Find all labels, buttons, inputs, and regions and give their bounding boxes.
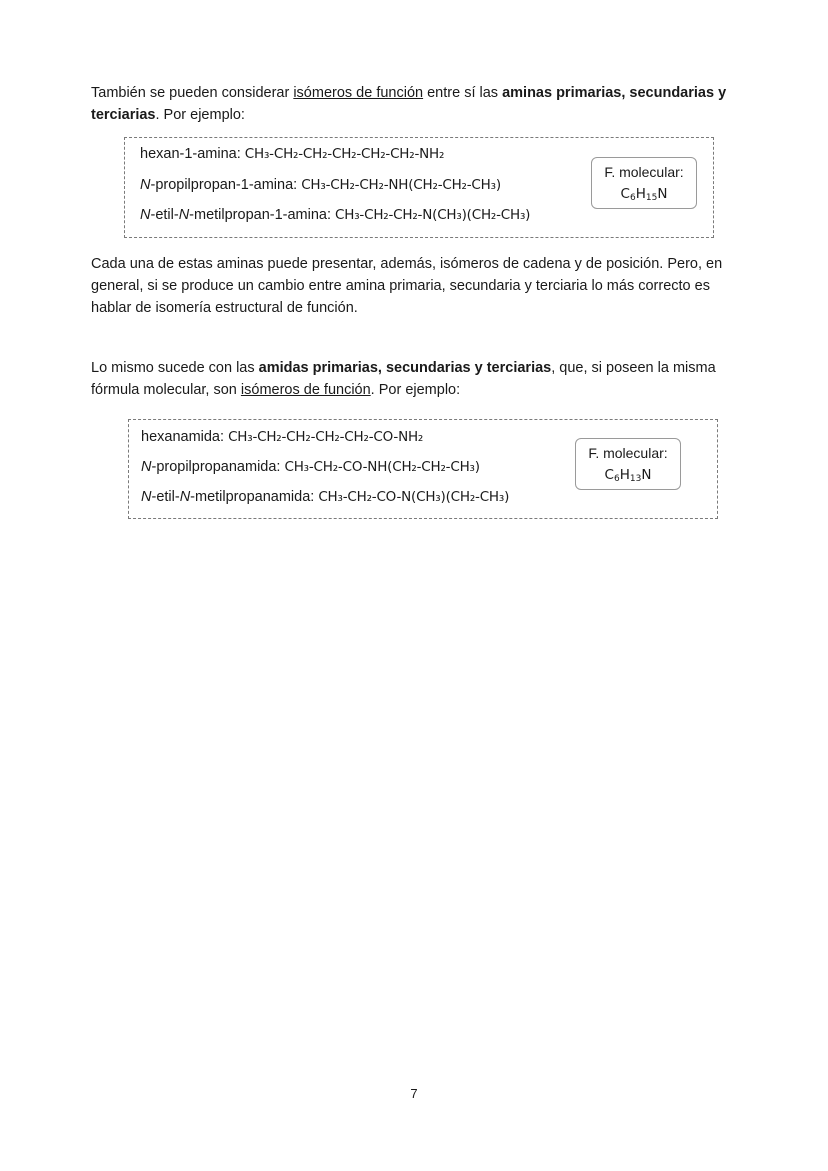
example-line: N-etil-N-metilpropanamida: CH₃-CH₂-CO-N(CH₃)(CH₂-CH₃) (141, 489, 510, 505)
molecular-formula-label: F. molecular: (604, 164, 684, 180)
molecular-formula-box (575, 438, 681, 490)
text: entre sí las (423, 85, 503, 101)
formula: CH₃-CH₂-CH₂-CH₂-CH₂-CO-NH₂ (228, 429, 424, 445)
amines-example-box (124, 137, 714, 238)
underlined-term: isómeros de función (240, 382, 371, 398)
bold-term: amidas primarias, secundarias y terciarias (258, 360, 552, 376)
underlined-term: isómeros de función (293, 85, 424, 101)
bold-term: aminas primarias, secundarias y terciarias (91, 85, 727, 123)
text: , que, si poseen la misma fórmula molecular, son (91, 360, 716, 398)
page-number: 7 (410, 1086, 418, 1101)
paragraph-amines-isomerism: Cada una de estas aminas puede presentar, además, isómeros de cadena y de posición. Pero, en general, si se produce un cambio entre amina primaria, secundaria y terciaria lo más correcto es hablar de isomería estructural de función. (91, 256, 723, 316)
formula: CH₃-CH₂-CH₂-NH(CH₂-CH₂-CH₃) (301, 177, 501, 193)
molecular-formula: $C_6H_{15}N$ (620, 186, 668, 203)
example-line: hexanamida: CH₃-CH₂-CH₂-CH₂-CH₂-CO-NH₂ (141, 429, 424, 445)
text: . Por ejemplo: (370, 382, 461, 398)
paragraph-amides-intro (91, 357, 739, 401)
example-line: N-propilpropan-1-amina: CH₃-CH₂-CH₂-NH(CH₂-CH₂-CH₃) (140, 177, 501, 193)
molecular-formula: $C_6H_{13}N$ (604, 467, 652, 484)
text: . Por ejemplo: (155, 107, 245, 123)
formula: CH₃-CH₂-CO-NH(CH₂-CH₂-CH₃) (284, 459, 480, 475)
amides-example-box (128, 419, 718, 519)
formula: CH₃-CH₂-CH₂-N(CH₃)(CH₂-CH₃) (335, 207, 531, 223)
paragraph-amines-intro (91, 82, 739, 126)
text: Lo mismo sucede con las (91, 360, 259, 376)
example-line: hexan-1-amina: CH₃-CH₂-CH₂-CH₂-CH₂-CH₂-NH₂ (140, 146, 445, 162)
molecular-formula-box (591, 157, 697, 209)
text: También se pueden considerar (91, 85, 294, 101)
example-line: N-etil-N-metilpropan-1-amina: CH₃-CH₂-CH₂-N(CH₃)(CH₂-CH₃) (140, 207, 531, 223)
example-line: N-propilpropanamida: CH₃-CH₂-CO-NH(CH₂-CH₂-CH₃) (141, 459, 480, 475)
formula: CH₃-CH₂-CO-N(CH₃)(CH₂-CH₃) (318, 489, 510, 505)
molecular-formula-label: F. molecular: (588, 445, 668, 461)
formula: CH₃-CH₂-CH₂-CH₂-CH₂-CH₂-NH₂ (244, 146, 445, 162)
